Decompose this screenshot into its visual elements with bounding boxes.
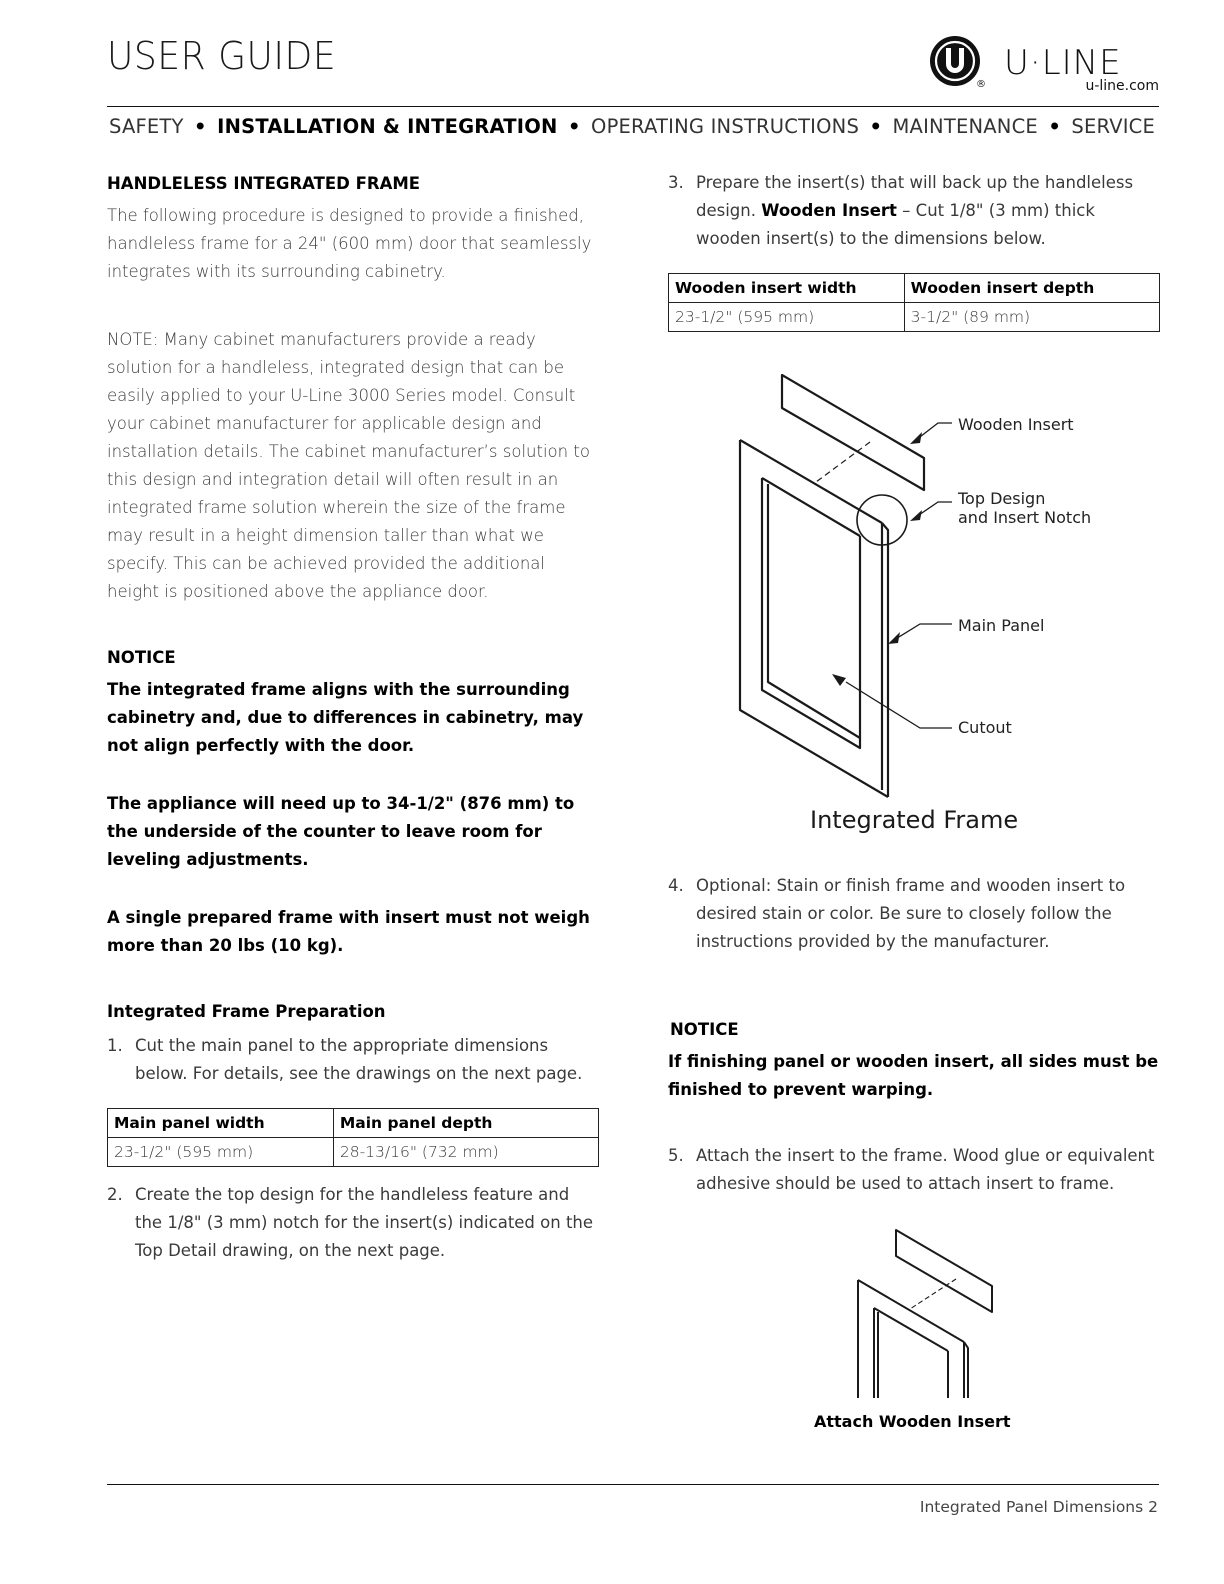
nav-separator: • [194,115,207,138]
table-cell: 3-1/2" (89 mm) [904,303,1159,332]
nav-item-safety[interactable]: SAFETY [109,115,184,138]
section-nav [109,115,1155,138]
step-2 [107,1181,599,1265]
section-title: HANDLELESS INTEGRATED FRAME [107,174,421,193]
header-cell: Main panel depth [333,1109,598,1138]
step-number: 1. [107,1036,123,1055]
brand-url[interactable]: u-line.com [1085,78,1159,94]
svg-text:®: ® [976,79,986,90]
nav-separator: • [1048,115,1061,138]
page-title: USER GUIDE [107,34,337,78]
table-row [669,303,1160,332]
footer-divider [107,1484,1159,1485]
left-column [107,172,599,1265]
main-panel-table [107,1108,599,1167]
step-text: Prepare the insert(s) that will back up the handleless design. Wooden Insert – Cut 1/8" (3 mm) thick wooden insert(s) to the dimensions below. [696,173,1134,248]
nav-item-service[interactable]: SERVICE [1071,115,1156,138]
step-number: 2. [107,1185,123,1204]
header-divider [107,106,1159,107]
nav-item-installation[interactable]: INSTALLATION & INTEGRATION [217,115,558,138]
label-top-design: Top Design [958,489,1046,508]
step-4 [668,872,1160,956]
right-column [668,172,1160,332]
integrated-frame-drawing-icon [720,360,1160,800]
right-column-lower [668,872,1160,1198]
table-header-row [669,274,1160,303]
table-cell: 28-13/16" (732 mm) [333,1138,598,1167]
table-header-row [108,1109,599,1138]
wooden-insert-table [668,273,1160,332]
step-number: 5. [668,1146,684,1165]
table-cell: 23-1/2" (595 mm) [669,303,905,332]
step-5 [668,1142,1160,1198]
step-3 [668,169,1160,253]
prep-title: Integrated Frame Preparation [107,1002,386,1021]
notice-title: NOTICE [107,648,176,667]
header-cell: Wooden insert depth [904,274,1159,303]
table-row [108,1138,599,1167]
label-main-panel: Main Panel [958,616,1045,635]
notice-alignment: The integrated frame aligns with the surrounding cabinetry and, due to differences in cabinetry, may not align perfectly with the door. [107,680,584,755]
header-cell: Wooden insert width [669,274,905,303]
step-text: Attach the insert to the frame. Wood glue or equivalent adhesive should be used to attach insert to frame. [696,1146,1155,1193]
nav-separator: • [869,115,883,138]
step-text: Create the top design for the handleless feature and the 1/8" (3 mm) notch for the insert(s) indicated on the Top Detail drawing, on the next page. [135,1185,594,1260]
step-1 [107,1032,599,1088]
step-text: Optional: Stain or finish frame and wooden insert to desired stain or color. Be sure to closely follow the instructions provided by the manufacturer. [696,876,1126,951]
notice-clearance: The appliance will need up to 34-1/2" (876 mm) to the underside of the counter to leave room for leveling adjustments. [107,794,575,869]
header-cell: Main panel width [108,1109,334,1138]
notice-weight: A single prepared frame with insert must not weigh more than 20 lbs (10 kg). [107,908,590,955]
nav-separator: • [567,115,581,138]
wooden-insert-term: Wooden Insert [761,201,897,220]
integrated-frame-diagram [720,360,1160,800]
notice-title: NOTICE [670,1020,739,1039]
label-wooden-insert: Wooden Insert [958,415,1074,434]
step-text: Cut the main panel to the appropriate dimensions below. For details, see the drawings on the next page. [135,1036,583,1083]
intro-paragraph: The following procedure is designed to provide a finished, handleless frame for a 24" (600 mm) door that seamlessly integrates with its surrounding cabinetry. [107,206,592,281]
figure-caption-integrated-frame: Integrated Frame [810,806,1019,834]
nav-item-operating[interactable]: OPERATING INSTRUCTIONS [591,115,860,138]
note-paragraph: NOTE: Many cabinet manufacturers provide a ready solution for a handleless, integrated design that can be easily applied to your U-Line 3000 Series model. Consult your cabinet manufacturer for applicable design and installation details. The cabinet manufacturer’s solution to this design and integration detail will often result in an integrated frame solution wherein the size of the frame may result in a height dimension taller than what we specify. This can be achieved provided the additional height is positioned above the appliance door. [107,330,590,601]
step-number: 4. [668,876,684,895]
step-number: 3. [668,173,684,192]
figure-caption-attach-insert: Attach Wooden Insert [814,1412,1011,1431]
table-cell: 23-1/2" (595 mm) [108,1138,334,1167]
label-insert-notch: and Insert Notch [958,508,1092,527]
notice-finishing: If finishing panel or wooden insert, all sides must be finished to prevent warping. [668,1052,1159,1099]
page-footer-label: Integrated Panel Dimensions 2 [919,1498,1158,1516]
nav-item-maintenance[interactable]: MAINTENANCE [892,115,1038,138]
attach-insert-drawing-icon [840,1220,1010,1400]
label-cutout: Cutout [958,718,1012,737]
attach-insert-diagram [840,1220,1010,1400]
svg-text:U·LINE: U·LINE [1004,43,1122,83]
